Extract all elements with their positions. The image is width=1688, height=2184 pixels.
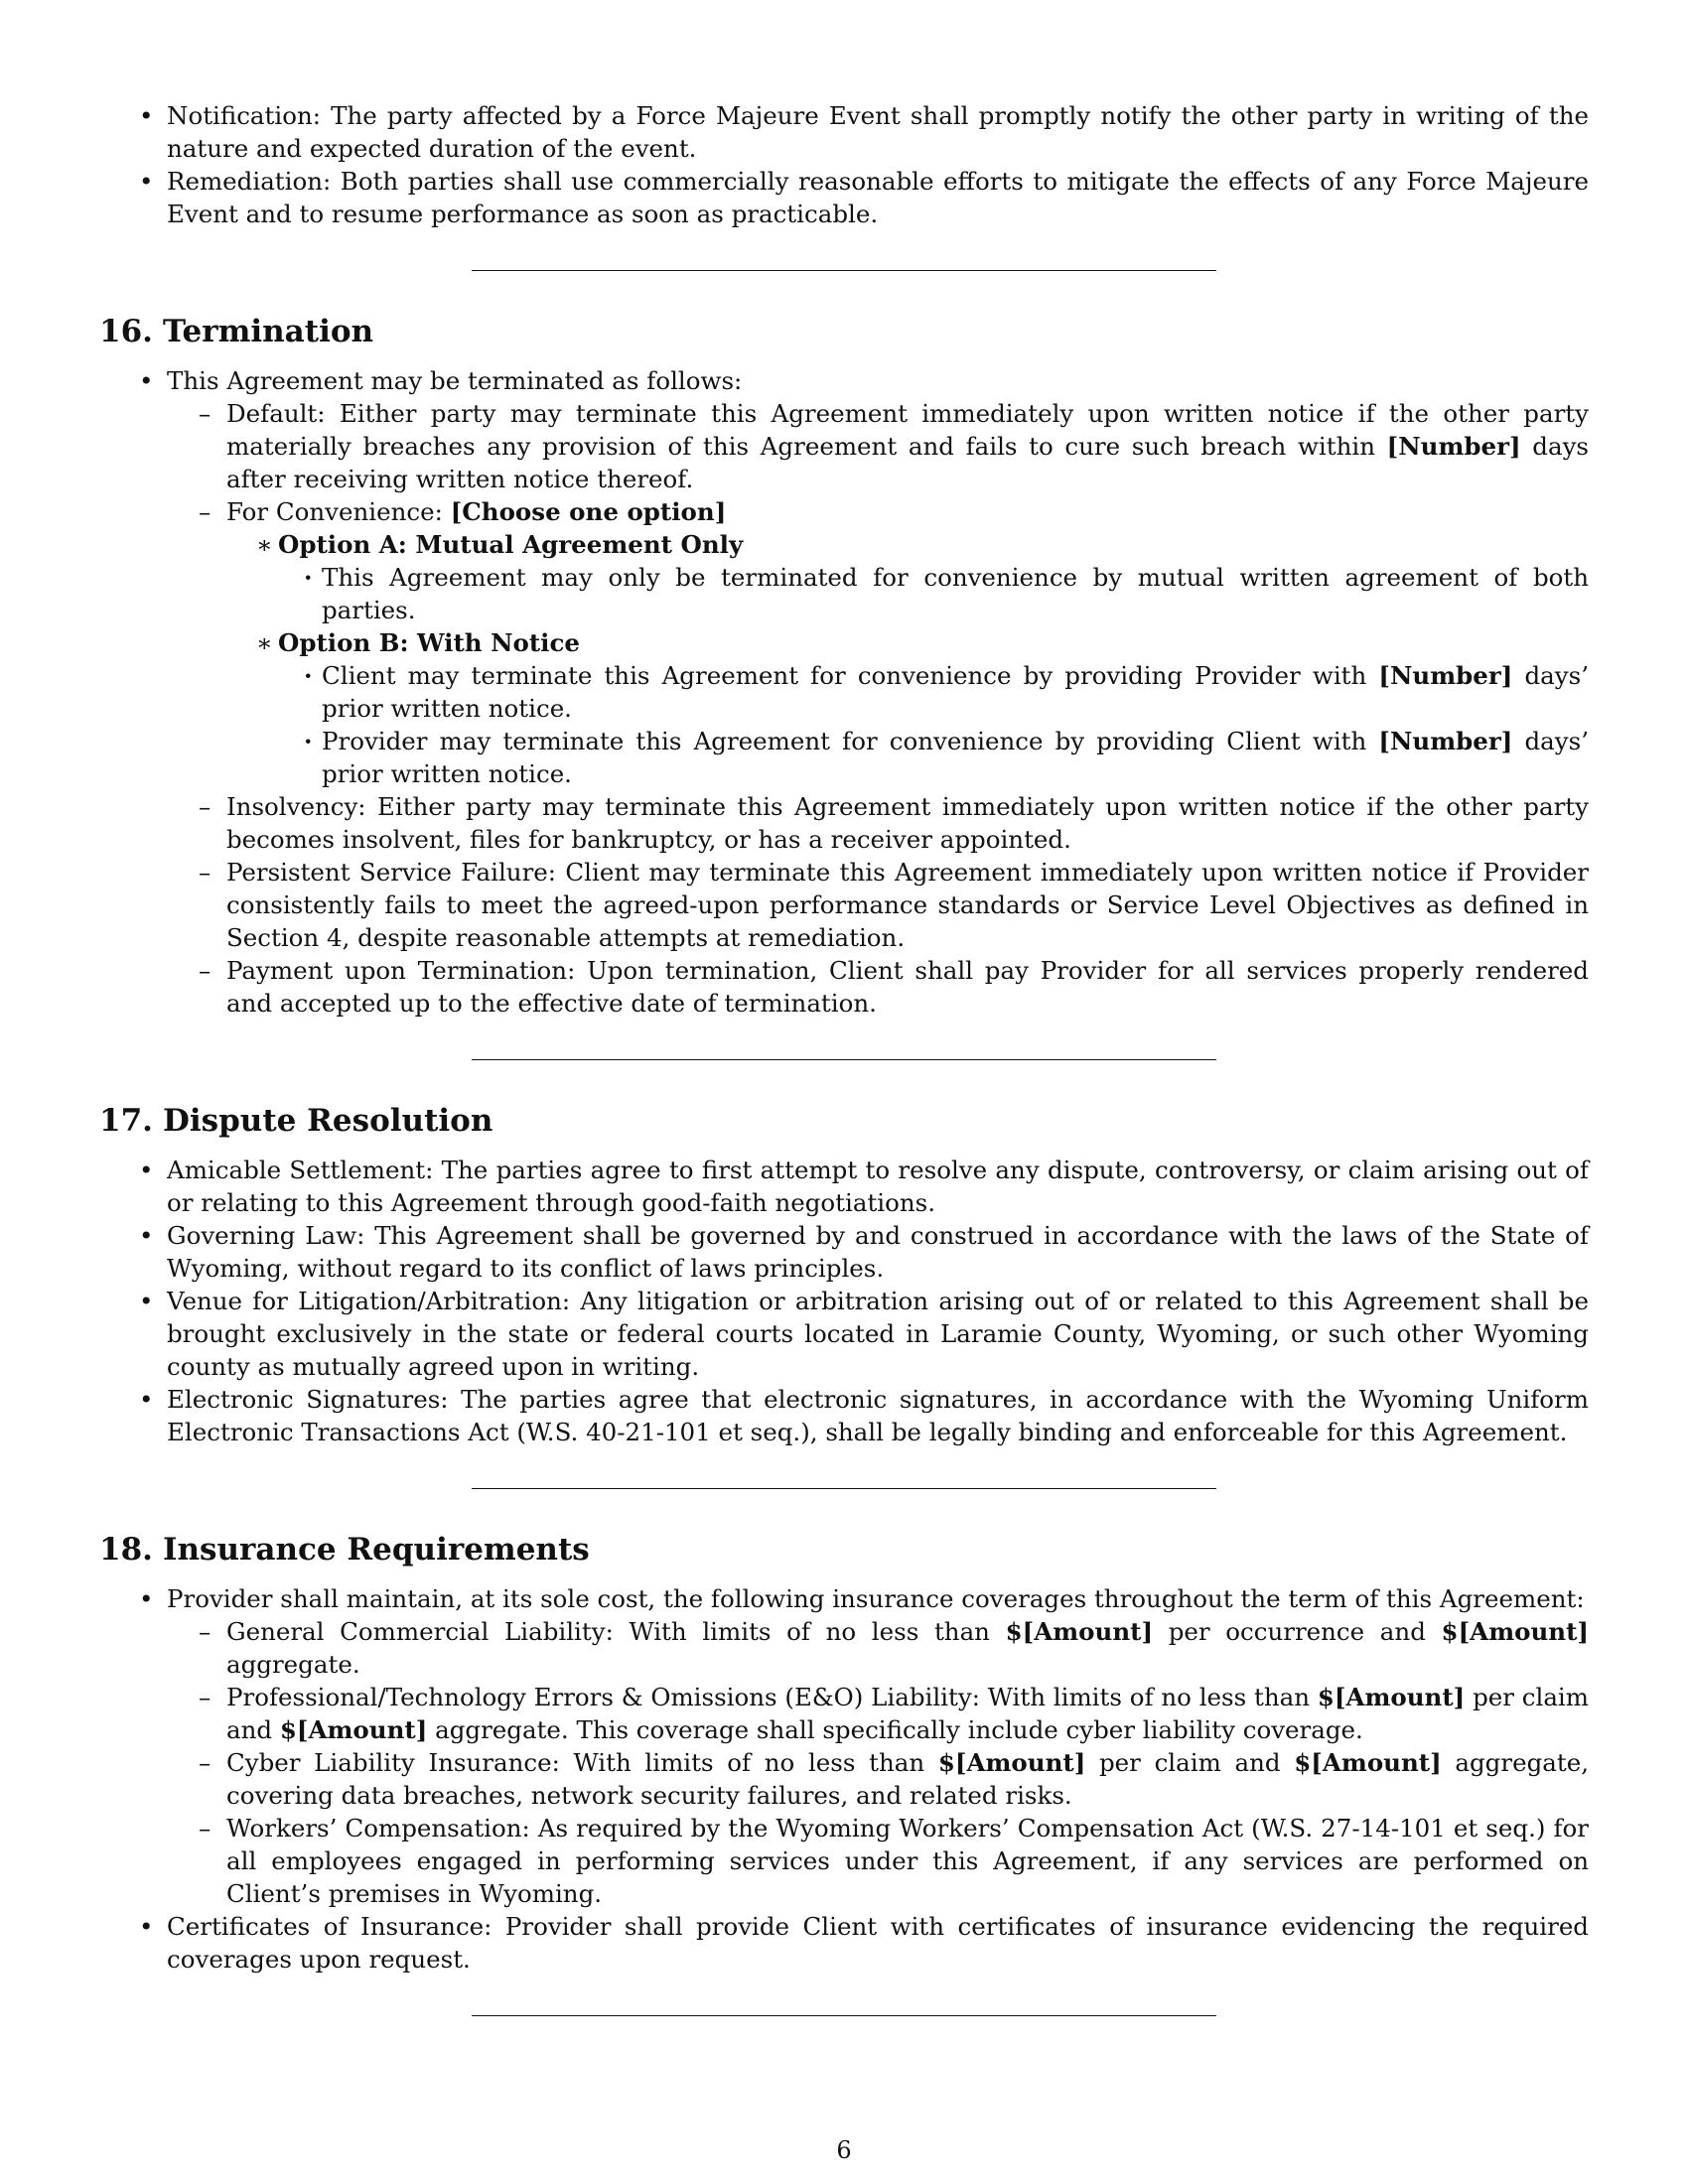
list-item-payment: – Payment upon Termination: Upon termination, Client shall pay Provider for all services properly rendered and accepted up to the effective date of termination. bbox=[167, 954, 1589, 1020]
option-a-title: Option A: Mutual Agreement Only bbox=[278, 530, 744, 559]
termination-sublist bbox=[167, 397, 1589, 1020]
placeholder-amount: $[Amount] bbox=[1294, 1748, 1442, 1777]
placeholder-amount: $[Amount] bbox=[1317, 1683, 1466, 1711]
text: days’ prior written notice. bbox=[322, 727, 1589, 788]
list-item-certificates: • Certificates of Insurance: Provider shall provide Client with certificates of insurance evidencing the required coverages upon request. bbox=[99, 1910, 1589, 1976]
list-item: • Electronic Signatures: The parties agree that electronic signatures, in accordance with the Wyoming Uniform Electronic Transactions Act (W.S. 40-21-101 et seq.), shall be legally binding and enforceable for this Agreement. bbox=[99, 1383, 1589, 1448]
list-item bbox=[99, 1582, 1589, 1910]
text: For Convenience: bbox=[226, 497, 451, 526]
text: days’ prior written notice. bbox=[322, 661, 1589, 723]
list-item: • Amicable Settlement: The parties agree to first attempt to resolve any dispute, controversy, or claim arising out of or relating to this Agreement through good-faith negotiations. bbox=[99, 1154, 1589, 1219]
section-title: Insurance Requirements bbox=[163, 1532, 590, 1568]
list-item-cyber-liability bbox=[167, 1746, 1589, 1812]
text: days after receiving written notice thereof. bbox=[226, 432, 1589, 493]
section-number: 17. bbox=[99, 1103, 153, 1139]
list-item bbox=[99, 364, 1589, 1020]
section-divider bbox=[472, 1488, 1216, 1489]
list-item-workers-compensation: – Workers’ Compensation: As required by the Wyoming Workers’ Compensation Act (W.S. 27-14-101 et seq.) for all employees engaged in performing services under this Agreement, if any services are performed on Client’s premises in Wyoming. bbox=[167, 1812, 1589, 1910]
placeholder-number: [Number] bbox=[1378, 727, 1513, 755]
placeholder-amount: $[Amount] bbox=[279, 1715, 428, 1744]
list-item-notification: • Notification: The party affected by a Force Majeure Event shall promptly notify the other party in writing of the nature and expected duration of the event. bbox=[99, 99, 1589, 165]
section-divider bbox=[472, 1059, 1216, 1060]
option-b-list bbox=[278, 659, 1589, 790]
list-item-general-liability bbox=[167, 1615, 1589, 1681]
placeholder-amount: $[Amount] bbox=[937, 1748, 1086, 1777]
list-item: · This Agreement may only be terminated for convenience by mutual written agreement of both parties. bbox=[278, 561, 1589, 626]
placeholder-choose-option: [Choose one option] bbox=[450, 497, 727, 526]
section-divider bbox=[472, 270, 1216, 271]
text: Client may terminate this Agreement for convenience by providing Provider with bbox=[322, 661, 1379, 690]
section-title: Termination bbox=[163, 314, 374, 349]
list-item: • Venue for Litigation/Arbitration: Any litigation or arbitration arising out of or related to this Agreement shall be brought exclusively in the state or federal courts located in Laramie County, Wyoming, or such other Wyoming county as mutually agreed upon in writing. bbox=[99, 1285, 1589, 1383]
text: aggregate. This coverage shall specifically include cyber liability coverage. bbox=[427, 1715, 1363, 1744]
option-b bbox=[226, 626, 1589, 790]
insurance-sublist bbox=[167, 1615, 1589, 1910]
list-item bbox=[278, 659, 1589, 725]
text: General Commercial Liability: With limits of no less than bbox=[226, 1617, 1006, 1646]
placeholder-number: [Number] bbox=[1386, 432, 1521, 461]
page-content bbox=[99, 99, 1589, 2056]
text: Cyber Liability Insurance: With limits of no less than bbox=[226, 1748, 938, 1777]
termination-intro: This Agreement may be terminated as follows: bbox=[167, 366, 743, 395]
termination-list bbox=[99, 364, 1589, 1020]
text: Provider may terminate this Agreement for convenience by providing Client with bbox=[322, 727, 1379, 755]
section-number: 16. bbox=[99, 314, 153, 349]
placeholder-amount: $[Amount] bbox=[1005, 1617, 1154, 1646]
text: Default: Either party may terminate this Agreement immediately upon written notice if the other party materially breaches any provision of this Agreement and fails to cure such breach within bbox=[226, 399, 1589, 461]
text: per claim and bbox=[1085, 1748, 1295, 1777]
list-item bbox=[278, 725, 1589, 790]
list-item-convenience bbox=[167, 495, 1589, 790]
list-item-remediation: • Remediation: Both parties shall use commercially reasonable efforts to mitigate the effects of any Force Majeure Event and to resume performance as soon as practicable. bbox=[99, 165, 1589, 230]
insurance-intro: Provider shall maintain, at its sole cost, the following insurance coverages throughout the term of this Agreement: bbox=[167, 1584, 1585, 1613]
insurance-list bbox=[99, 1582, 1589, 1976]
option-b-title: Option B: With Notice bbox=[278, 628, 580, 657]
section-number: 18. bbox=[99, 1532, 153, 1568]
convenience-options bbox=[226, 528, 1589, 790]
force-majeure-list bbox=[99, 99, 1589, 230]
list-item-persistent-failure: – Persistent Service Failure: Client may terminate this Agreement immediately upon written notice if Provider consistently fails to meet the agreed-upon performance standards or Service Level Objectives as defined in Section 4, despite reasonable attempts at remediation. bbox=[167, 856, 1589, 954]
option-a-list bbox=[278, 561, 1589, 626]
dispute-resolution-list bbox=[99, 1154, 1589, 1448]
list-item-errors-omissions bbox=[167, 1681, 1589, 1746]
placeholder-amount: $[Amount] bbox=[1441, 1617, 1589, 1646]
placeholder-number: [Number] bbox=[1378, 661, 1513, 690]
section-16-heading bbox=[99, 311, 1589, 352]
text: aggregate, covering data breaches, network security failures, and related risks. bbox=[226, 1748, 1589, 1810]
text: per claim and bbox=[226, 1683, 1590, 1744]
option-a bbox=[226, 528, 1589, 626]
text: per occurrence and bbox=[1153, 1617, 1442, 1646]
page-number: 6 bbox=[836, 2136, 852, 2164]
list-item-insolvency: – Insolvency: Either party may terminate this Agreement immediately upon written notice if the other party becomes insolvent, files for bankruptcy, or has a receiver appointed. bbox=[167, 790, 1589, 856]
list-item: • Governing Law: This Agreement shall be governed by and construed in accordance with the laws of the State of Wyoming, without regard to its conflict of laws principles. bbox=[99, 1219, 1589, 1285]
text: Professional/Technology Errors & Omissions (E&O) Liability: With limits of no less than bbox=[226, 1683, 1318, 1711]
text: aggregate. bbox=[226, 1650, 360, 1679]
section-divider bbox=[472, 2015, 1216, 2016]
section-17-heading bbox=[99, 1100, 1589, 1142]
section-title: Dispute Resolution bbox=[163, 1103, 493, 1139]
list-item-default bbox=[167, 397, 1589, 495]
section-18-heading bbox=[99, 1529, 1589, 1570]
